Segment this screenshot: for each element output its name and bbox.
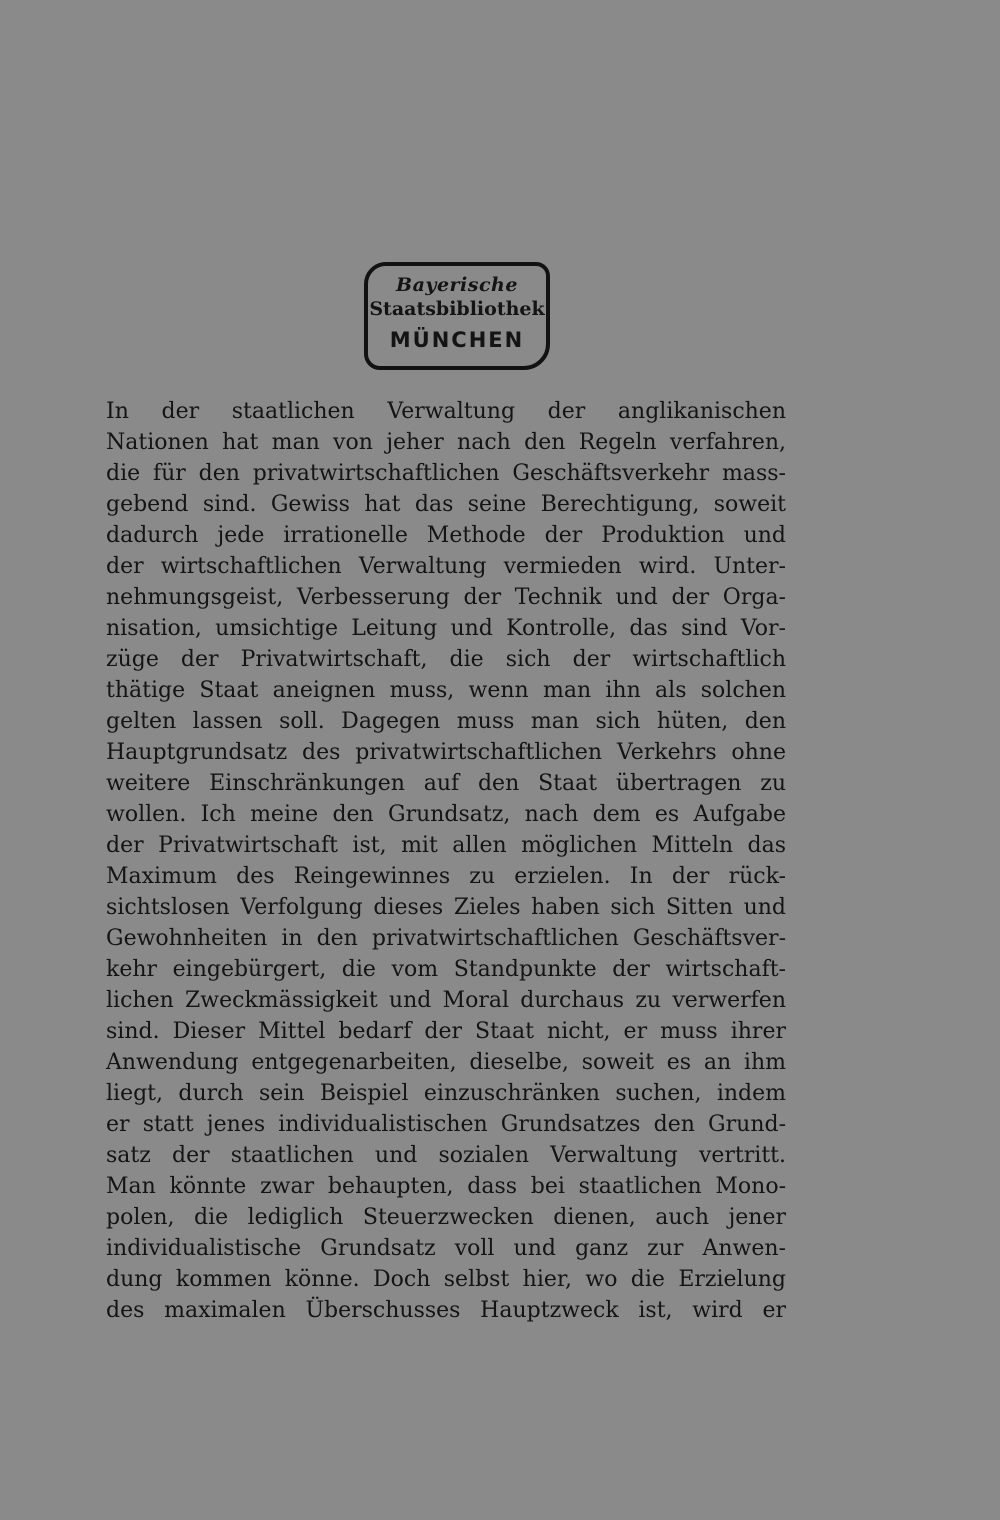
text-line: des maximalen Überschusses Hauptzweck ist, wird er xyxy=(106,1298,786,1323)
text-line: lichen Zweckmässigkeit und Moral durchaus zu verwerfen xyxy=(106,988,786,1013)
text-line: Gewohnheiten in den privatwirtschaftlichen Geschäftsver- xyxy=(106,926,786,951)
library-stamp xyxy=(364,262,550,370)
text-line: sind. Dieser Mittel bedarf der Staat nicht, er muss ihrer xyxy=(106,1019,786,1044)
text-line: der wirtschaftlichen Verwaltung vermieden wird. Unter- xyxy=(106,554,786,579)
text-line: sichtslosen Verfolgung dieses Zieles haben sich Sitten und xyxy=(106,895,786,920)
text-line: In der staatlichen Verwaltung der anglikanischen xyxy=(106,399,786,424)
text-line: gebend sind. Gewiss hat das seine Berechtigung, soweit xyxy=(106,492,786,517)
text-line: polen, die lediglich Steuerzwecken dienen, auch jener xyxy=(106,1205,786,1230)
stamp-line-1: Bayerische xyxy=(396,274,518,296)
text-line: der Privatwirtschaft ist, mit allen möglichen Mitteln das xyxy=(106,833,786,858)
text-line: die für den privatwirtschaftlichen Geschäftsverkehr mass- xyxy=(106,461,786,486)
stamp-line-2: Staatsbibliothek xyxy=(369,298,545,320)
text-line: Anwendung entgegenarbeiten, dieselbe, soweit es an ihm xyxy=(106,1050,786,1075)
text-line: nisation, umsichtige Leitung und Kontrolle, das sind Vor- xyxy=(106,616,786,641)
text-line: individualistische Grundsatz voll und ganz zur Anwen- xyxy=(106,1236,786,1261)
text-line: liegt, durch sein Beispiel einzuschränken suchen, indem xyxy=(106,1081,786,1106)
text-line: dadurch jede irrationelle Methode der Produktion und xyxy=(106,523,786,548)
text-line: satz der staatlichen und sozialen Verwaltung vertritt. xyxy=(106,1143,786,1168)
text-line: thätige Staat aneignen muss, wenn man ihn als solchen xyxy=(106,678,786,703)
text-line: weitere Einschränkungen auf den Staat übertragen zu xyxy=(106,771,786,796)
text-line: er statt jenes individualistischen Grundsatzes den Grund- xyxy=(106,1112,786,1137)
text-line: züge der Privatwirtschaft, die sich der wirtschaftlich xyxy=(106,647,786,672)
stamp-line-3: MÜNCHEN xyxy=(389,328,525,352)
text-line: Maximum des Reingewinnes zu erzielen. In der rück- xyxy=(106,864,786,889)
text-line: dung kommen könne. Doch selbst hier, wo die Erzielung xyxy=(106,1267,786,1292)
text-line: Nationen hat man von jeher nach den Regeln verfahren, xyxy=(106,430,786,455)
text-line: kehr eingebürgert, die vom Standpunkte der wirtschaft- xyxy=(106,957,786,982)
text-line: Man könnte zwar behaupten, dass bei staatlichen Mono- xyxy=(106,1174,786,1199)
text-line: Hauptgrundsatz des privatwirtschaftlichen Verkehrs ohne xyxy=(106,740,786,765)
body-paragraph xyxy=(106,396,786,1326)
text-line: nehmungsgeist, Verbesserung der Technik und der Orga- xyxy=(106,585,786,610)
text-line: wollen. Ich meine den Grundsatz, nach dem es Aufgabe xyxy=(106,802,786,827)
text-line: gelten lassen soll. Dagegen muss man sich hüten, den xyxy=(106,709,786,734)
